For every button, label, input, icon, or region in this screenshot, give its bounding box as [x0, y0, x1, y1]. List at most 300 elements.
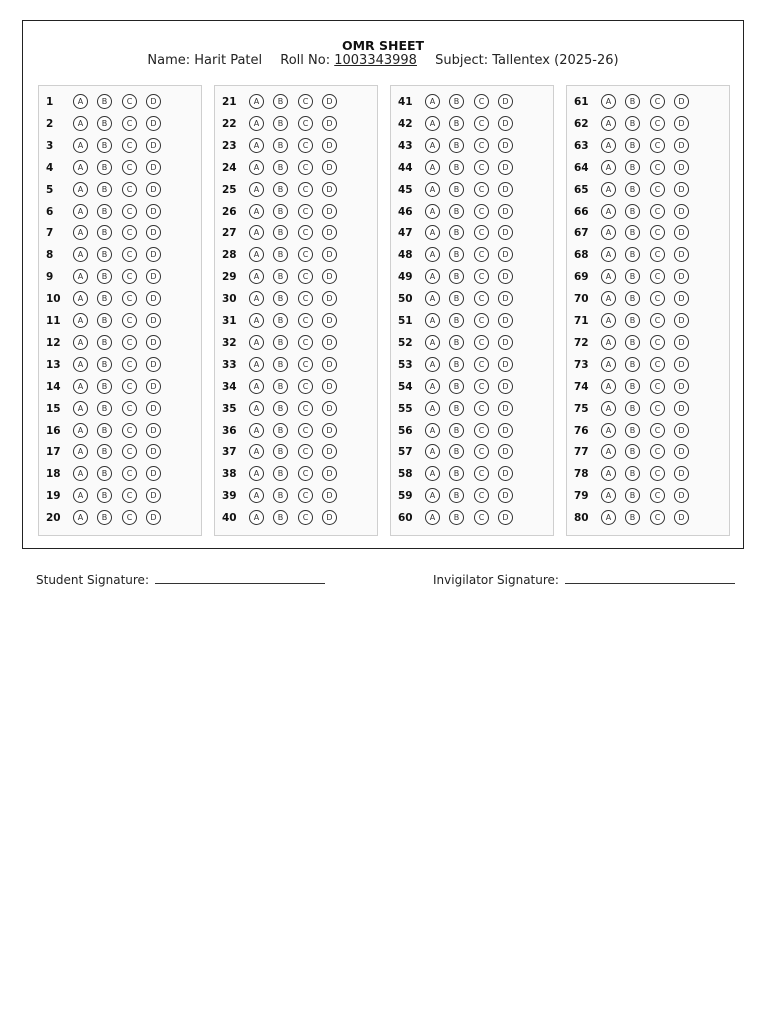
answer-bubble-d[interactable]: D: [498, 313, 513, 328]
answer-bubble-c[interactable]: C: [122, 488, 137, 503]
answer-bubble-b[interactable]: B: [625, 269, 640, 284]
answer-bubble-d[interactable]: D: [146, 510, 161, 525]
answer-bubble-d[interactable]: D: [674, 225, 689, 240]
answer-bubble-a[interactable]: A: [601, 401, 616, 416]
answer-bubble-c[interactable]: C: [122, 204, 137, 219]
answer-bubble-d[interactable]: D: [674, 247, 689, 262]
answer-bubble-b[interactable]: B: [273, 94, 288, 109]
answer-bubble-c[interactable]: C: [650, 444, 665, 459]
answer-bubble-b[interactable]: B: [97, 225, 112, 240]
answer-bubble-c[interactable]: C: [650, 269, 665, 284]
answer-bubble-a[interactable]: A: [601, 423, 616, 438]
answer-bubble-d[interactable]: D: [322, 423, 337, 438]
answer-bubble-b[interactable]: B: [97, 444, 112, 459]
answer-bubble-c[interactable]: C: [122, 94, 137, 109]
answer-bubble-a[interactable]: A: [249, 488, 264, 503]
answer-bubble-d[interactable]: D: [322, 94, 337, 109]
answer-bubble-c[interactable]: C: [474, 160, 489, 175]
answer-bubble-d[interactable]: D: [146, 488, 161, 503]
answer-bubble-a[interactable]: A: [425, 357, 440, 372]
answer-bubble-a[interactable]: A: [601, 488, 616, 503]
answer-bubble-b[interactable]: B: [449, 466, 464, 481]
answer-bubble-b[interactable]: B: [449, 204, 464, 219]
answer-bubble-d[interactable]: D: [498, 466, 513, 481]
answer-bubble-d[interactable]: D: [322, 182, 337, 197]
answer-bubble-a[interactable]: A: [73, 138, 88, 153]
answer-bubble-c[interactable]: C: [122, 138, 137, 153]
answer-bubble-a[interactable]: A: [73, 313, 88, 328]
answer-bubble-c[interactable]: C: [298, 116, 313, 131]
answer-bubble-b[interactable]: B: [449, 510, 464, 525]
answer-bubble-c[interactable]: C: [298, 357, 313, 372]
answer-bubble-d[interactable]: D: [322, 357, 337, 372]
answer-bubble-b[interactable]: B: [449, 291, 464, 306]
answer-bubble-c[interactable]: C: [122, 423, 137, 438]
answer-bubble-d[interactable]: D: [674, 466, 689, 481]
answer-bubble-b[interactable]: B: [449, 357, 464, 372]
answer-bubble-c[interactable]: C: [122, 466, 137, 481]
answer-bubble-d[interactable]: D: [674, 138, 689, 153]
answer-bubble-c[interactable]: C: [474, 401, 489, 416]
answer-bubble-c[interactable]: C: [474, 269, 489, 284]
answer-bubble-a[interactable]: A: [73, 291, 88, 306]
answer-bubble-a[interactable]: A: [425, 291, 440, 306]
answer-bubble-d[interactable]: D: [674, 291, 689, 306]
answer-bubble-d[interactable]: D: [498, 182, 513, 197]
answer-bubble-c[interactable]: C: [298, 444, 313, 459]
answer-bubble-b[interactable]: B: [273, 466, 288, 481]
answer-bubble-b[interactable]: B: [625, 160, 640, 175]
answer-bubble-a[interactable]: A: [601, 182, 616, 197]
answer-bubble-a[interactable]: A: [425, 247, 440, 262]
answer-bubble-c[interactable]: C: [298, 138, 313, 153]
answer-bubble-b[interactable]: B: [97, 182, 112, 197]
answer-bubble-b[interactable]: B: [273, 291, 288, 306]
answer-bubble-d[interactable]: D: [498, 291, 513, 306]
answer-bubble-b[interactable]: B: [273, 379, 288, 394]
answer-bubble-d[interactable]: D: [498, 379, 513, 394]
answer-bubble-c[interactable]: C: [298, 160, 313, 175]
answer-bubble-c[interactable]: C: [122, 313, 137, 328]
answer-bubble-b[interactable]: B: [625, 510, 640, 525]
answer-bubble-d[interactable]: D: [498, 357, 513, 372]
answer-bubble-c[interactable]: C: [474, 466, 489, 481]
answer-bubble-b[interactable]: B: [273, 182, 288, 197]
answer-bubble-a[interactable]: A: [425, 335, 440, 350]
answer-bubble-a[interactable]: A: [249, 357, 264, 372]
answer-bubble-b[interactable]: B: [449, 335, 464, 350]
answer-bubble-d[interactable]: D: [322, 269, 337, 284]
answer-bubble-d[interactable]: D: [146, 313, 161, 328]
answer-bubble-d[interactable]: D: [322, 291, 337, 306]
answer-bubble-c[interactable]: C: [650, 138, 665, 153]
answer-bubble-b[interactable]: B: [449, 160, 464, 175]
answer-bubble-b[interactable]: B: [273, 335, 288, 350]
answer-bubble-b[interactable]: B: [625, 335, 640, 350]
answer-bubble-d[interactable]: D: [146, 444, 161, 459]
answer-bubble-d[interactable]: D: [674, 444, 689, 459]
answer-bubble-a[interactable]: A: [601, 510, 616, 525]
answer-bubble-d[interactable]: D: [674, 313, 689, 328]
answer-bubble-a[interactable]: A: [601, 379, 616, 394]
answer-bubble-c[interactable]: C: [650, 401, 665, 416]
answer-bubble-d[interactable]: D: [498, 225, 513, 240]
answer-bubble-c[interactable]: C: [650, 225, 665, 240]
answer-bubble-a[interactable]: A: [425, 138, 440, 153]
answer-bubble-a[interactable]: A: [601, 247, 616, 262]
answer-bubble-c[interactable]: C: [650, 204, 665, 219]
answer-bubble-a[interactable]: A: [425, 379, 440, 394]
answer-bubble-c[interactable]: C: [474, 94, 489, 109]
answer-bubble-d[interactable]: D: [146, 116, 161, 131]
answer-bubble-c[interactable]: C: [122, 291, 137, 306]
answer-bubble-c[interactable]: C: [122, 160, 137, 175]
answer-bubble-b[interactable]: B: [625, 138, 640, 153]
answer-bubble-b[interactable]: B: [97, 379, 112, 394]
answer-bubble-c[interactable]: C: [298, 423, 313, 438]
answer-bubble-a[interactable]: A: [73, 379, 88, 394]
answer-bubble-b[interactable]: B: [97, 291, 112, 306]
answer-bubble-d[interactable]: D: [146, 423, 161, 438]
answer-bubble-c[interactable]: C: [474, 138, 489, 153]
answer-bubble-c[interactable]: C: [298, 510, 313, 525]
answer-bubble-d[interactable]: D: [146, 182, 161, 197]
answer-bubble-a[interactable]: A: [249, 247, 264, 262]
answer-bubble-a[interactable]: A: [249, 444, 264, 459]
answer-bubble-a[interactable]: A: [249, 269, 264, 284]
answer-bubble-b[interactable]: B: [97, 357, 112, 372]
answer-bubble-b[interactable]: B: [449, 313, 464, 328]
answer-bubble-c[interactable]: C: [298, 94, 313, 109]
answer-bubble-d[interactable]: D: [322, 444, 337, 459]
answer-bubble-a[interactable]: A: [601, 335, 616, 350]
answer-bubble-c[interactable]: C: [298, 466, 313, 481]
answer-bubble-b[interactable]: B: [449, 182, 464, 197]
answer-bubble-a[interactable]: A: [425, 488, 440, 503]
answer-bubble-b[interactable]: B: [449, 94, 464, 109]
answer-bubble-a[interactable]: A: [73, 357, 88, 372]
answer-bubble-b[interactable]: B: [97, 204, 112, 219]
answer-bubble-c[interactable]: C: [122, 269, 137, 284]
answer-bubble-c[interactable]: C: [650, 423, 665, 438]
answer-bubble-a[interactable]: A: [249, 138, 264, 153]
answer-bubble-a[interactable]: A: [249, 423, 264, 438]
answer-bubble-d[interactable]: D: [498, 444, 513, 459]
answer-bubble-b[interactable]: B: [625, 401, 640, 416]
answer-bubble-a[interactable]: A: [249, 291, 264, 306]
answer-bubble-b[interactable]: B: [625, 488, 640, 503]
answer-bubble-c[interactable]: C: [298, 204, 313, 219]
answer-bubble-c[interactable]: C: [474, 357, 489, 372]
answer-bubble-d[interactable]: D: [674, 335, 689, 350]
answer-bubble-a[interactable]: A: [73, 488, 88, 503]
answer-bubble-c[interactable]: C: [650, 247, 665, 262]
answer-bubble-c[interactable]: C: [122, 225, 137, 240]
answer-bubble-d[interactable]: D: [674, 116, 689, 131]
answer-bubble-a[interactable]: A: [73, 225, 88, 240]
answer-bubble-a[interactable]: A: [73, 269, 88, 284]
answer-bubble-b[interactable]: B: [625, 466, 640, 481]
answer-bubble-c[interactable]: C: [650, 466, 665, 481]
answer-bubble-c[interactable]: C: [122, 379, 137, 394]
answer-bubble-d[interactable]: D: [498, 401, 513, 416]
answer-bubble-a[interactable]: A: [425, 313, 440, 328]
answer-bubble-a[interactable]: A: [601, 138, 616, 153]
answer-bubble-a[interactable]: A: [601, 160, 616, 175]
answer-bubble-b[interactable]: B: [273, 313, 288, 328]
answer-bubble-d[interactable]: D: [322, 116, 337, 131]
answer-bubble-d[interactable]: D: [322, 138, 337, 153]
answer-bubble-b[interactable]: B: [97, 138, 112, 153]
answer-bubble-a[interactable]: A: [73, 335, 88, 350]
answer-bubble-a[interactable]: A: [425, 466, 440, 481]
answer-bubble-b[interactable]: B: [273, 401, 288, 416]
answer-bubble-c[interactable]: C: [122, 444, 137, 459]
answer-bubble-b[interactable]: B: [449, 138, 464, 153]
answer-bubble-c[interactable]: C: [122, 401, 137, 416]
answer-bubble-b[interactable]: B: [97, 116, 112, 131]
answer-bubble-a[interactable]: A: [425, 269, 440, 284]
answer-bubble-d[interactable]: D: [674, 379, 689, 394]
answer-bubble-d[interactable]: D: [146, 401, 161, 416]
answer-bubble-c[interactable]: C: [298, 291, 313, 306]
answer-bubble-b[interactable]: B: [625, 444, 640, 459]
answer-bubble-a[interactable]: A: [425, 160, 440, 175]
answer-bubble-a[interactable]: A: [425, 182, 440, 197]
answer-bubble-c[interactable]: C: [650, 116, 665, 131]
answer-bubble-c[interactable]: C: [122, 182, 137, 197]
answer-bubble-a[interactable]: A: [425, 401, 440, 416]
answer-bubble-a[interactable]: A: [425, 510, 440, 525]
answer-bubble-a[interactable]: A: [601, 357, 616, 372]
answer-bubble-a[interactable]: A: [425, 116, 440, 131]
answer-bubble-c[interactable]: C: [122, 247, 137, 262]
answer-bubble-a[interactable]: A: [425, 204, 440, 219]
answer-bubble-d[interactable]: D: [674, 182, 689, 197]
answer-bubble-b[interactable]: B: [97, 510, 112, 525]
answer-bubble-a[interactable]: A: [249, 379, 264, 394]
answer-bubble-b[interactable]: B: [449, 379, 464, 394]
answer-bubble-d[interactable]: D: [146, 379, 161, 394]
answer-bubble-b[interactable]: B: [625, 291, 640, 306]
answer-bubble-b[interactable]: B: [625, 182, 640, 197]
answer-bubble-a[interactable]: A: [249, 313, 264, 328]
answer-bubble-b[interactable]: B: [449, 401, 464, 416]
answer-bubble-b[interactable]: B: [97, 401, 112, 416]
answer-bubble-a[interactable]: A: [425, 94, 440, 109]
answer-bubble-d[interactable]: D: [146, 269, 161, 284]
answer-bubble-d[interactable]: D: [146, 204, 161, 219]
answer-bubble-a[interactable]: A: [601, 225, 616, 240]
answer-bubble-d[interactable]: D: [146, 138, 161, 153]
answer-bubble-d[interactable]: D: [146, 225, 161, 240]
answer-bubble-c[interactable]: C: [298, 247, 313, 262]
answer-bubble-b[interactable]: B: [273, 357, 288, 372]
answer-bubble-b[interactable]: B: [449, 247, 464, 262]
answer-bubble-b[interactable]: B: [273, 225, 288, 240]
answer-bubble-d[interactable]: D: [322, 379, 337, 394]
answer-bubble-b[interactable]: B: [625, 247, 640, 262]
answer-bubble-d[interactable]: D: [322, 488, 337, 503]
answer-bubble-b[interactable]: B: [449, 225, 464, 240]
answer-bubble-a[interactable]: A: [73, 160, 88, 175]
answer-bubble-b[interactable]: B: [449, 269, 464, 284]
answer-bubble-c[interactable]: C: [298, 488, 313, 503]
answer-bubble-d[interactable]: D: [146, 291, 161, 306]
answer-bubble-b[interactable]: B: [97, 94, 112, 109]
answer-bubble-b[interactable]: B: [97, 269, 112, 284]
answer-bubble-b[interactable]: B: [97, 488, 112, 503]
answer-bubble-a[interactable]: A: [425, 444, 440, 459]
answer-bubble-d[interactable]: D: [674, 94, 689, 109]
answer-bubble-d[interactable]: D: [498, 116, 513, 131]
answer-bubble-c[interactable]: C: [474, 510, 489, 525]
answer-bubble-d[interactable]: D: [674, 488, 689, 503]
answer-bubble-d[interactable]: D: [674, 510, 689, 525]
answer-bubble-a[interactable]: A: [249, 182, 264, 197]
answer-bubble-c[interactable]: C: [122, 510, 137, 525]
answer-bubble-a[interactable]: A: [601, 291, 616, 306]
answer-bubble-d[interactable]: D: [674, 269, 689, 284]
answer-bubble-d[interactable]: D: [322, 335, 337, 350]
answer-bubble-b[interactable]: B: [625, 225, 640, 240]
answer-bubble-a[interactable]: A: [249, 510, 264, 525]
answer-bubble-c[interactable]: C: [474, 335, 489, 350]
answer-bubble-d[interactable]: D: [322, 225, 337, 240]
answer-bubble-a[interactable]: A: [425, 225, 440, 240]
answer-bubble-c[interactable]: C: [122, 116, 137, 131]
answer-bubble-d[interactable]: D: [322, 401, 337, 416]
answer-bubble-a[interactable]: A: [601, 94, 616, 109]
answer-bubble-c[interactable]: C: [298, 313, 313, 328]
answer-bubble-c[interactable]: C: [650, 182, 665, 197]
answer-bubble-a[interactable]: A: [601, 269, 616, 284]
answer-bubble-a[interactable]: A: [73, 182, 88, 197]
answer-bubble-c[interactable]: C: [474, 291, 489, 306]
answer-bubble-c[interactable]: C: [298, 182, 313, 197]
answer-bubble-b[interactable]: B: [625, 204, 640, 219]
answer-bubble-c[interactable]: C: [474, 247, 489, 262]
answer-bubble-b[interactable]: B: [97, 466, 112, 481]
answer-bubble-a[interactable]: A: [601, 313, 616, 328]
answer-bubble-d[interactable]: D: [322, 313, 337, 328]
answer-bubble-c[interactable]: C: [474, 488, 489, 503]
answer-bubble-b[interactable]: B: [273, 488, 288, 503]
answer-bubble-b[interactable]: B: [273, 160, 288, 175]
answer-bubble-c[interactable]: C: [650, 313, 665, 328]
answer-bubble-a[interactable]: A: [73, 401, 88, 416]
answer-bubble-b[interactable]: B: [97, 160, 112, 175]
answer-bubble-d[interactable]: D: [498, 335, 513, 350]
answer-bubble-c[interactable]: C: [650, 379, 665, 394]
answer-bubble-d[interactable]: D: [146, 247, 161, 262]
invigilator-signature-line[interactable]: [565, 572, 735, 584]
answer-bubble-b[interactable]: B: [273, 247, 288, 262]
answer-bubble-c[interactable]: C: [298, 225, 313, 240]
answer-bubble-d[interactable]: D: [322, 247, 337, 262]
answer-bubble-d[interactable]: D: [498, 160, 513, 175]
answer-bubble-c[interactable]: C: [474, 204, 489, 219]
answer-bubble-a[interactable]: A: [249, 160, 264, 175]
answer-bubble-b[interactable]: B: [625, 379, 640, 394]
answer-bubble-c[interactable]: C: [298, 269, 313, 284]
answer-bubble-d[interactable]: D: [322, 204, 337, 219]
answer-bubble-a[interactable]: A: [601, 444, 616, 459]
answer-bubble-c[interactable]: C: [474, 182, 489, 197]
answer-bubble-b[interactable]: B: [97, 313, 112, 328]
answer-bubble-c[interactable]: C: [650, 94, 665, 109]
answer-bubble-a[interactable]: A: [73, 116, 88, 131]
answer-bubble-b[interactable]: B: [273, 444, 288, 459]
answer-bubble-d[interactable]: D: [674, 160, 689, 175]
answer-bubble-b[interactable]: B: [273, 423, 288, 438]
answer-bubble-b[interactable]: B: [273, 510, 288, 525]
answer-bubble-c[interactable]: C: [650, 357, 665, 372]
answer-bubble-b[interactable]: B: [625, 357, 640, 372]
answer-bubble-d[interactable]: D: [146, 466, 161, 481]
answer-bubble-a[interactable]: A: [249, 204, 264, 219]
answer-bubble-a[interactable]: A: [249, 401, 264, 416]
answer-bubble-c[interactable]: C: [650, 488, 665, 503]
answer-bubble-b[interactable]: B: [97, 335, 112, 350]
answer-bubble-a[interactable]: A: [73, 510, 88, 525]
answer-bubble-d[interactable]: D: [498, 269, 513, 284]
answer-bubble-d[interactable]: D: [674, 204, 689, 219]
answer-bubble-a[interactable]: A: [601, 204, 616, 219]
answer-bubble-b[interactable]: B: [273, 204, 288, 219]
answer-bubble-d[interactable]: D: [146, 335, 161, 350]
answer-bubble-a[interactable]: A: [601, 116, 616, 131]
answer-bubble-b[interactable]: B: [97, 247, 112, 262]
answer-bubble-d[interactable]: D: [674, 357, 689, 372]
answer-bubble-c[interactable]: C: [650, 291, 665, 306]
answer-bubble-d[interactable]: D: [498, 510, 513, 525]
answer-bubble-d[interactable]: D: [498, 138, 513, 153]
answer-bubble-d[interactable]: D: [322, 466, 337, 481]
answer-bubble-a[interactable]: A: [73, 94, 88, 109]
answer-bubble-c[interactable]: C: [650, 160, 665, 175]
answer-bubble-a[interactable]: A: [73, 204, 88, 219]
answer-bubble-b[interactable]: B: [97, 423, 112, 438]
answer-bubble-d[interactable]: D: [674, 401, 689, 416]
answer-bubble-a[interactable]: A: [425, 423, 440, 438]
answer-bubble-c[interactable]: C: [474, 379, 489, 394]
answer-bubble-d[interactable]: D: [146, 94, 161, 109]
answer-bubble-c[interactable]: C: [298, 379, 313, 394]
answer-bubble-d[interactable]: D: [322, 510, 337, 525]
answer-bubble-c[interactable]: C: [122, 357, 137, 372]
answer-bubble-b[interactable]: B: [625, 94, 640, 109]
answer-bubble-d[interactable]: D: [674, 423, 689, 438]
answer-bubble-b[interactable]: B: [273, 138, 288, 153]
answer-bubble-a[interactable]: A: [601, 466, 616, 481]
answer-bubble-c[interactable]: C: [298, 335, 313, 350]
answer-bubble-d[interactable]: D: [146, 357, 161, 372]
answer-bubble-c[interactable]: C: [474, 423, 489, 438]
answer-bubble-a[interactable]: A: [73, 444, 88, 459]
answer-bubble-c[interactable]: C: [298, 401, 313, 416]
answer-bubble-a[interactable]: A: [249, 335, 264, 350]
answer-bubble-b[interactable]: B: [625, 313, 640, 328]
answer-bubble-d[interactable]: D: [498, 423, 513, 438]
answer-bubble-d[interactable]: D: [498, 94, 513, 109]
answer-bubble-a[interactable]: A: [249, 466, 264, 481]
answer-bubble-c[interactable]: C: [474, 116, 489, 131]
answer-bubble-b[interactable]: B: [449, 116, 464, 131]
answer-bubble-d[interactable]: D: [322, 160, 337, 175]
answer-bubble-a[interactable]: A: [249, 94, 264, 109]
answer-bubble-c[interactable]: C: [650, 510, 665, 525]
